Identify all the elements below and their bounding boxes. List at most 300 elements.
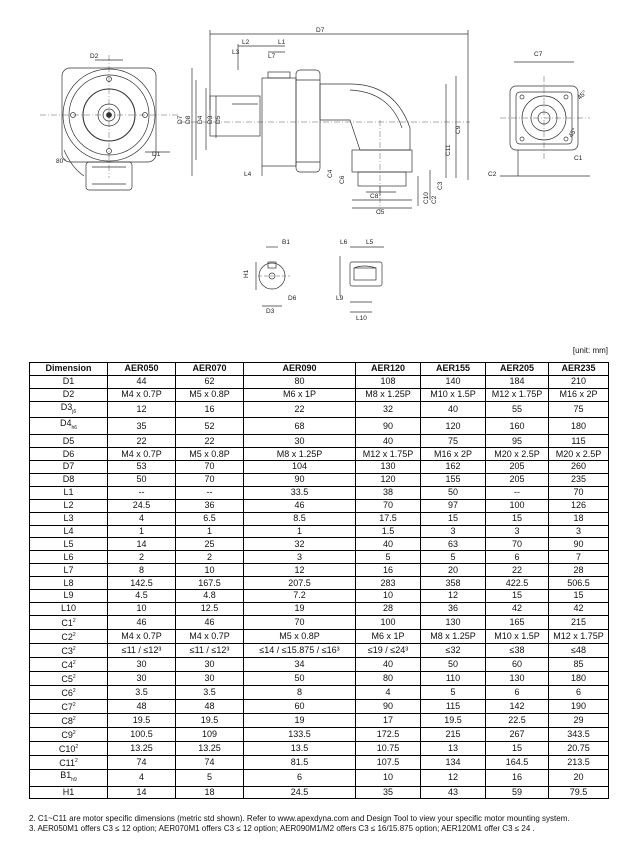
value-cell: 115 — [421, 699, 486, 713]
dimension-name: C7 — [61, 701, 73, 712]
label-d4: D4 — [197, 115, 204, 124]
dimension-name: C2 — [61, 631, 73, 642]
label-c7: C7 — [534, 51, 543, 58]
value-cell: M12 x 1.75P — [356, 448, 421, 461]
value-cell: 50 — [421, 486, 486, 499]
note-superscript: 2 — [75, 757, 78, 764]
value-cell: 16 — [176, 401, 244, 418]
value-cell: 140 — [421, 375, 486, 388]
value-cell: 90 — [356, 699, 421, 713]
dimension-name: L5 — [63, 538, 74, 549]
value-cell: 22 — [176, 435, 244, 448]
label-c4: C4 — [327, 169, 334, 178]
dimension-name: C10 — [58, 743, 76, 754]
side-view-drawing — [180, 30, 470, 214]
value-cell: 30 — [108, 671, 176, 685]
label-c2: C2 — [431, 195, 438, 204]
table-header-row — [30, 363, 609, 376]
table-row — [30, 699, 609, 713]
value-cell: 46 — [244, 499, 356, 512]
label-d6: D6 — [288, 295, 297, 302]
note-superscript: 2 — [72, 729, 76, 736]
value-cell: 17.5 — [356, 512, 421, 525]
dimension-name: D1 — [62, 376, 75, 387]
value-cell: 8 — [244, 685, 356, 699]
value-cell: 50 — [421, 657, 486, 671]
value-cell: 13 — [421, 741, 486, 755]
value-cell: 28 — [549, 564, 609, 577]
value-cell: 40 — [356, 657, 421, 671]
value-cell: 15 — [421, 512, 486, 525]
value-cell: 10 — [108, 602, 176, 615]
value-cell: 100 — [486, 499, 549, 512]
value-cell: 63 — [421, 538, 486, 551]
header-aer090: AER090 — [244, 363, 356, 376]
value-cell: 22.5 — [486, 713, 549, 727]
label-d8: D8 — [185, 115, 192, 124]
dimension-name-cell — [30, 713, 108, 727]
value-cell: 20 — [421, 564, 486, 577]
value-cell: 95 — [486, 435, 549, 448]
table-row — [30, 713, 609, 727]
value-cell: 205 — [486, 473, 549, 486]
table-row — [30, 769, 609, 786]
dimension-name-cell — [30, 538, 108, 551]
value-cell: 10 — [356, 769, 421, 786]
value-cell: 4 — [356, 685, 421, 699]
value-cell: 210 — [549, 375, 609, 388]
dimension-name: C11 — [59, 757, 76, 768]
label-d3-detail: D3 — [266, 308, 275, 315]
label-angle-80: 80° — [56, 158, 66, 165]
value-cell: 5 — [421, 551, 486, 564]
dimension-name: C8 — [61, 715, 73, 726]
value-cell: 120 — [421, 418, 486, 435]
value-cell: 100 — [356, 615, 421, 629]
value-cell: M10 x 1.5P — [421, 388, 486, 401]
value-cell: 162 — [421, 461, 486, 474]
dimension-name: L1 — [63, 487, 74, 498]
table-row — [30, 657, 609, 671]
dimension-name-cell — [30, 473, 108, 486]
dimension-name: C6 — [61, 687, 73, 698]
label-d7: D7 — [177, 115, 184, 124]
label-l3: L3 — [232, 49, 240, 56]
value-cell: 167.5 — [176, 577, 244, 590]
value-cell: M16 x 2P — [549, 388, 609, 401]
value-cell: ≤11 / ≤12³ — [176, 643, 244, 657]
table-row — [30, 671, 609, 685]
value-cell: 53 — [108, 461, 176, 474]
dimension-name-cell — [30, 551, 108, 564]
value-cell: ≤38 — [486, 643, 549, 657]
value-cell: 126 — [549, 499, 609, 512]
value-cell: -- — [108, 486, 176, 499]
value-cell: 19 — [244, 602, 356, 615]
table-row — [30, 615, 609, 629]
table-row — [30, 643, 609, 657]
label-l8: D7 — [316, 27, 325, 34]
dimension-name: D6 — [62, 448, 75, 459]
label-d2: D2 — [90, 53, 99, 60]
value-cell: -- — [486, 486, 549, 499]
shaft-key-detail — [256, 247, 290, 306]
value-cell: -- — [176, 486, 244, 499]
value-cell: 24.5 — [108, 499, 176, 512]
value-cell: 43 — [421, 786, 486, 799]
dimension-name-cell — [30, 486, 108, 499]
value-cell: 48 — [176, 699, 244, 713]
dimension-name: D2 — [62, 389, 75, 400]
value-cell: 29 — [549, 713, 609, 727]
value-cell: 190 — [549, 699, 609, 713]
value-cell: 12 — [421, 589, 486, 602]
dimension-name: C1 — [61, 617, 73, 628]
value-cell: 70 — [244, 615, 356, 629]
value-cell: 19.5 — [108, 713, 176, 727]
label-b1: B1 — [282, 239, 290, 246]
value-cell: 1 — [244, 525, 356, 538]
header-aer235: AER235 — [549, 363, 609, 376]
dimension-name-cell — [30, 564, 108, 577]
label-l6: L6 — [340, 239, 348, 246]
dimension-name: C3 — [61, 645, 73, 656]
dimension-name: C5 — [61, 673, 73, 684]
dimension-name-cell — [30, 643, 108, 657]
tolerance-subscript: h6 — [71, 425, 78, 432]
dimension-name: B1 — [60, 769, 72, 780]
value-cell: 3.5 — [176, 685, 244, 699]
value-cell: 16 — [356, 564, 421, 577]
value-cell: 35 — [356, 786, 421, 799]
value-cell: 506.5 — [549, 577, 609, 590]
footnote-3: 3. AER050M1 offers C3 ≤ 12 option; AER070M1 offers C3 ≤ 12 option; AER090M1/M2 offers C3 ≤ 16/15.875 option; AER120M1 offer C3 ≤ 24 . — [29, 824, 535, 833]
value-cell: 13.25 — [176, 741, 244, 755]
note-superscript: 2 — [72, 617, 76, 624]
value-cell: 35 — [108, 418, 176, 435]
value-cell: M16 x 2P — [421, 448, 486, 461]
value-cell: 74 — [176, 755, 244, 769]
value-cell: 33.5 — [244, 486, 356, 499]
value-cell: 130 — [486, 671, 549, 685]
label-l7: L7 — [268, 53, 276, 60]
label-c2-right: C2 — [488, 171, 497, 178]
value-cell: 25 — [176, 538, 244, 551]
table-row — [30, 602, 609, 615]
table-row — [30, 786, 609, 799]
dimension-name: D5 — [62, 435, 75, 446]
value-cell: 50 — [244, 671, 356, 685]
label-l2: L2 — [242, 39, 250, 46]
value-cell: 4.8 — [176, 589, 244, 602]
label-l5: L5 — [366, 239, 374, 246]
value-cell: 130 — [421, 615, 486, 629]
dimension-name-cell — [30, 727, 108, 741]
value-cell: ≤48 — [549, 643, 609, 657]
dimension-name: L8 — [63, 577, 74, 588]
value-cell: 50 — [108, 473, 176, 486]
dimension-name-cell — [30, 589, 108, 602]
value-cell: 155 — [421, 473, 486, 486]
note-superscript: 2 — [72, 631, 76, 638]
value-cell: 12.5 — [176, 602, 244, 615]
value-cell: 70 — [176, 461, 244, 474]
value-cell: 14 — [108, 538, 176, 551]
unit-note: [unit: mm] — [572, 346, 608, 355]
value-cell: 12 — [108, 401, 176, 418]
dimension-name-cell — [30, 786, 108, 799]
value-cell: 2 — [176, 551, 244, 564]
footnotes — [29, 814, 619, 834]
value-cell: 5 — [356, 551, 421, 564]
note-superscript: 2 — [72, 687, 76, 694]
value-cell: 75 — [549, 401, 609, 418]
dimension-name: C9 — [61, 729, 73, 740]
dimension-name-cell — [30, 685, 108, 699]
table-row — [30, 564, 609, 577]
value-cell: 3 — [421, 525, 486, 538]
value-cell: 6 — [549, 685, 609, 699]
label-d5: D5 — [215, 115, 222, 124]
table-row — [30, 461, 609, 474]
value-cell: 40 — [421, 401, 486, 418]
value-cell: 10 — [356, 589, 421, 602]
value-cell: 133.5 — [244, 727, 356, 741]
table-row — [30, 755, 609, 769]
value-cell: 207.5 — [244, 577, 356, 590]
table-row — [30, 418, 609, 435]
value-cell: 8.5 — [244, 512, 356, 525]
value-cell: 7.2 — [244, 589, 356, 602]
value-cell: ≤11 / ≤12³ — [108, 643, 176, 657]
dimension-table — [29, 362, 609, 799]
value-cell: 10 — [176, 564, 244, 577]
tolerance-subscript: h9 — [71, 776, 77, 783]
value-cell: 172.5 — [356, 727, 421, 741]
value-cell: M12 x 1.75P — [549, 629, 609, 643]
header-aer120: AER120 — [356, 363, 421, 376]
value-cell: 81.5 — [244, 755, 356, 769]
value-cell: 120 — [356, 473, 421, 486]
value-cell: 75 — [421, 435, 486, 448]
value-cell: 16 — [486, 769, 549, 786]
value-cell: 24.5 — [244, 786, 356, 799]
value-cell: 80 — [356, 671, 421, 685]
value-cell: ≤19 / ≤24³ — [356, 643, 421, 657]
tolerance-subscript: j6 — [72, 408, 77, 415]
value-cell: 59 — [486, 786, 549, 799]
footnote-2: 2. C1~C11 are motor specific dimensions (metric std shown). Refer to www.apexdyna.com and Design Tool to view your specific motor mounting system. — [29, 814, 570, 823]
value-cell: M10 x 1.5P — [486, 629, 549, 643]
dimension-name: D3 — [60, 401, 73, 412]
value-cell: 283 — [356, 577, 421, 590]
value-cell: 90 — [549, 538, 609, 551]
value-cell: 6 — [486, 551, 549, 564]
table-row — [30, 473, 609, 486]
header-aer070: AER070 — [176, 363, 244, 376]
dimension-drawings — [0, 0, 634, 330]
table-row — [30, 512, 609, 525]
value-cell: 160 — [486, 418, 549, 435]
value-cell: M5 x 0.8P — [244, 629, 356, 643]
value-cell: 267 — [486, 727, 549, 741]
value-cell: 260 — [549, 461, 609, 474]
dimension-name-cell — [30, 769, 108, 786]
table-row — [30, 525, 609, 538]
value-cell: 70 — [176, 473, 244, 486]
value-cell: 100.5 — [108, 727, 176, 741]
table-row — [30, 551, 609, 564]
dimension-name: C4 — [61, 659, 73, 670]
value-cell: 1 — [176, 525, 244, 538]
value-cell: 6.5 — [176, 512, 244, 525]
dimension-name-cell — [30, 602, 108, 615]
value-cell: 104 — [244, 461, 356, 474]
dimension-name-cell — [30, 401, 108, 418]
table-row — [30, 629, 609, 643]
value-cell: 12 — [244, 564, 356, 577]
table-row — [30, 499, 609, 512]
value-cell: 32 — [356, 401, 421, 418]
value-cell: M8 x 1.25P — [421, 629, 486, 643]
value-cell: 28 — [356, 602, 421, 615]
value-cell: 22 — [108, 435, 176, 448]
value-cell: 42 — [486, 602, 549, 615]
value-cell: M4 x 0.7P — [108, 629, 176, 643]
value-cell: M20 x 2.5P — [549, 448, 609, 461]
value-cell: 46 — [108, 615, 176, 629]
value-cell: M4 x 0.7P — [108, 388, 176, 401]
label-h1: H1 — [243, 269, 250, 278]
value-cell: 15 — [486, 741, 549, 755]
value-cell: 6 — [244, 769, 356, 786]
value-cell: M5 x 0.8P — [176, 388, 244, 401]
value-cell: 4 — [108, 769, 176, 786]
value-cell: 130 — [356, 461, 421, 474]
value-cell: 19 — [244, 713, 356, 727]
value-cell: 8 — [108, 564, 176, 577]
dimension-name: D8 — [62, 474, 75, 485]
dimension-name-cell — [30, 699, 108, 713]
value-cell: 20.75 — [549, 741, 609, 755]
header-aer205: AER205 — [486, 363, 549, 376]
table-row — [30, 435, 609, 448]
value-cell: 70 — [486, 538, 549, 551]
dimension-name-cell — [30, 671, 108, 685]
dimension-name: L6 — [63, 551, 74, 562]
value-cell: 20 — [549, 769, 609, 786]
dimension-name: L9 — [63, 590, 74, 601]
value-cell: 70 — [356, 499, 421, 512]
dimension-name: H1 — [62, 786, 75, 797]
label-c8: C8 — [370, 193, 379, 200]
value-cell: 215 — [549, 615, 609, 629]
value-cell: 165 — [486, 615, 549, 629]
label-d3: D3 — [207, 115, 214, 124]
label-c11: C11 — [445, 144, 452, 156]
dimension-name-cell — [30, 375, 108, 388]
value-cell: M8 x 1.25P — [356, 388, 421, 401]
value-cell: 3 — [244, 551, 356, 564]
value-cell: M12 x 1.75P — [486, 388, 549, 401]
label-angle-45-top: 45° — [576, 89, 589, 102]
value-cell: 22 — [486, 564, 549, 577]
dimension-name-cell — [30, 615, 108, 629]
value-cell: 38 — [356, 486, 421, 499]
value-cell: 5 — [421, 685, 486, 699]
dimension-name-cell — [30, 577, 108, 590]
value-cell: 36 — [421, 602, 486, 615]
value-cell: 13.5 — [244, 741, 356, 755]
dimension-name-cell — [30, 525, 108, 538]
table-row — [30, 375, 609, 388]
value-cell: M4 x 0.7P — [176, 629, 244, 643]
dimension-name-cell — [30, 448, 108, 461]
table-row — [30, 401, 609, 418]
value-cell: 6 — [486, 685, 549, 699]
value-cell: 15 — [486, 589, 549, 602]
label-l10: L10 — [356, 315, 367, 322]
dimension-name: L10 — [60, 603, 77, 614]
label-d1: D1 — [152, 151, 161, 158]
value-cell: 15 — [549, 589, 609, 602]
dimension-name-cell — [30, 388, 108, 401]
table-row — [30, 685, 609, 699]
value-cell: 36 — [176, 499, 244, 512]
value-cell: 184 — [486, 375, 549, 388]
value-cell: 180 — [549, 671, 609, 685]
value-cell: 90 — [244, 473, 356, 486]
value-cell: 34 — [244, 657, 356, 671]
note-superscript: 2 — [72, 715, 76, 722]
label-l1: L1 — [278, 39, 286, 46]
value-cell: 62 — [176, 375, 244, 388]
value-cell: 3.5 — [108, 685, 176, 699]
dimension-name-cell — [30, 657, 108, 671]
dimension-name-cell — [30, 499, 108, 512]
dimension-name-cell — [30, 435, 108, 448]
value-cell: 40 — [356, 538, 421, 551]
value-cell: M6 x 1P — [244, 388, 356, 401]
note-superscript: 2 — [72, 659, 76, 666]
value-cell: 235 — [549, 473, 609, 486]
value-cell: 32 — [244, 538, 356, 551]
table-row — [30, 741, 609, 755]
value-cell: 10.75 — [356, 741, 421, 755]
table-row — [30, 486, 609, 499]
value-cell: 97 — [421, 499, 486, 512]
label-c3: C3 — [437, 181, 444, 190]
value-cell: 110 — [421, 671, 486, 685]
value-cell: 12 — [421, 769, 486, 786]
value-cell: 74 — [108, 755, 176, 769]
value-cell: 17 — [356, 713, 421, 727]
dimension-name-cell — [30, 418, 108, 435]
label-c10: C10 — [423, 192, 430, 204]
value-cell: ≤32 — [421, 643, 486, 657]
value-cell: 142 — [486, 699, 549, 713]
header-aer050: AER050 — [108, 363, 176, 376]
value-cell: 60 — [244, 699, 356, 713]
value-cell: M6 x 1P — [356, 629, 421, 643]
value-cell: 85 — [549, 657, 609, 671]
value-cell: 358 — [421, 577, 486, 590]
table-row — [30, 538, 609, 551]
label-c1: C1 — [574, 155, 583, 162]
value-cell: 142.5 — [108, 577, 176, 590]
value-cell: 7 — [549, 551, 609, 564]
value-cell: 13.25 — [108, 741, 176, 755]
